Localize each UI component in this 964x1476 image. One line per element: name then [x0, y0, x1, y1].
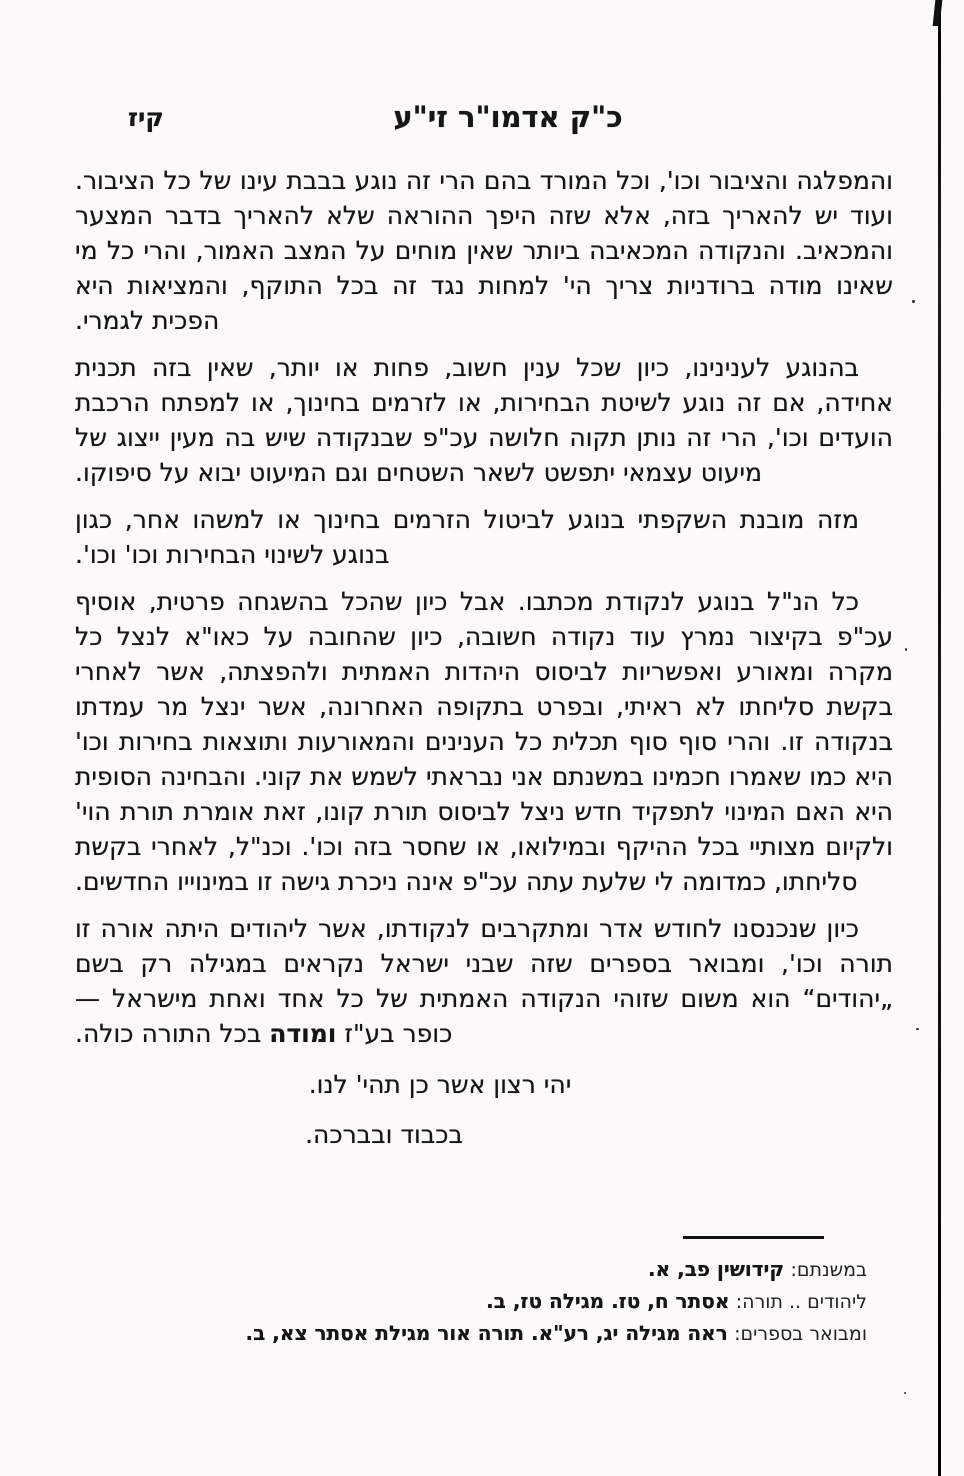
footnote-2-lemma: ליהודים .. תורה:: [735, 1291, 867, 1313]
scan-speck: [905, 648, 907, 651]
paragraph-5-text-end: בכל התורה כולה.: [75, 1019, 270, 1048]
paragraph-5-text-start: כיון שנכנסנו לחודש אדר ומתקרבים לנקודתו, אשר ליהודים היתה אורה זו תורה וכו', ומבואר בספרים שזה שבני ישראל נקראים במגילה רק בשם „יהודים“ הוא משום שזוהי הנקודה האמתית של כל אחד ואחת מישראל — כופר בע"ז: [75, 914, 893, 1048]
paragraph-5: [75, 911, 893, 1051]
signoff-line: בכבוד ובברכה.: [305, 1120, 463, 1149]
footnote-3-reference: ראה מגילה יג, רע"א. תורה אור מגילת אסתר צא, ב.: [245, 1321, 728, 1345]
footnote-2: [75, 1286, 867, 1318]
scan-speck: [904, 1392, 906, 1394]
letter-body: [75, 163, 893, 1152]
closing-wish-line: יהי רצון אשר כן תהי' לנו.: [308, 1070, 572, 1099]
scan-speck: [912, 300, 915, 303]
footnote-1-lemma: במשנתם:: [790, 1259, 867, 1281]
footnote-1: [75, 1254, 867, 1286]
footnotes-block: [75, 1254, 867, 1350]
page-header: [0, 100, 964, 142]
footnote-1-reference: קידושין פב, א.: [647, 1257, 785, 1281]
footnote-3: [75, 1318, 867, 1350]
paragraph-4: כל הנ"ל בנוגע לנקודת מכתבו. אבל כיון שהכל בהשגחה פרטית, אוסיף עכ"פ בקיצור נמרץ עוד נקודה חשובה, כיון שהחובה על כאו"א לנצל כל מקרה ומאורע ואפשריות לביסוס היהדות האמתית ולהפצתה, אשר לאחרי בקשת סליחתו לא ראיתי, ובפרט בתקופה האחרונה, אשר ינצל מר עמדתו בנקודה זו. והרי סוף סוף תכלית כל הענינים והמאורעות ותוצאות בחירות וכו' היא כמו שאמרו חכמינו במשנתם אני נבראתי לשמש את קוני. והבחינה הסופית היא האם המינוי לתפקיד חדש ניצל לביסוס תורת קונו, זאת אומרת תורת הוי' ולקיום מצותיי בכל ההיקף ובמילואו, או שחסר בזה וכו'. וכנ"ל, לאחרי בקשת סליחתו, כמדומה לי שלעת עתה עכ"פ אינה ניכרת גישה זו במינוייו החדשים.: [75, 587, 893, 896]
footnote-2-reference: אסתר ח, טז. מגילה טז, ב.: [486, 1289, 730, 1313]
page-edge-line: [938, 0, 941, 1476]
footnote-separator: [683, 1236, 824, 1239]
page-number: קיז: [128, 103, 164, 132]
paragraph-3: מזה מובנת השקפתי בנוגע לביטול הזרמים בחינוך או למשהו אחר, כגון בנוגע לשינוי הבחירות וכו' וכו'.: [75, 505, 859, 569]
paragraph-1: והמפלגה והציבור וכו', וכל המורד בהם הרי זה נוגע בבבת עינו של כל הציבור. ועוד יש להאריך בזה, אלא שזה היפך ההוראה שלא להאריך בדבר המצער והמכאיב. והנקודה המכאיבה ביותר שאין מוחים על המצב האמור, והרי כל מי שאינו מודה ברודניות צריך הי' למחות נגד זה בכל התוקף, והמציאות היא הפכית לגמרי.: [75, 166, 893, 335]
emphasized-word: ומודה: [269, 1019, 337, 1048]
paragraph-2: בהנוגע לענינינו, כיון שכל ענין חשוב, פחות או יותר, שאין בזה תכנית אחידה, אם זה נוגע לשיטת הבחירות, או לזרמים בחינוך, או למפתח הרכבת הועדים וכו', הרי זה נותן תקוה חלושה עכ"פ שבנקודה שיש בה מעין ייצוג של מיעוט עצמאי יתפשט לשאר השטחים וגם המיעוט יבוא על סיפוקו.: [75, 353, 893, 487]
page-title: כ"ק אדמו"ר זי"ע: [393, 100, 623, 134]
footnote-3-lemma: ומבואר בספרים:: [734, 1323, 867, 1345]
scan-speck: [916, 1028, 919, 1030]
